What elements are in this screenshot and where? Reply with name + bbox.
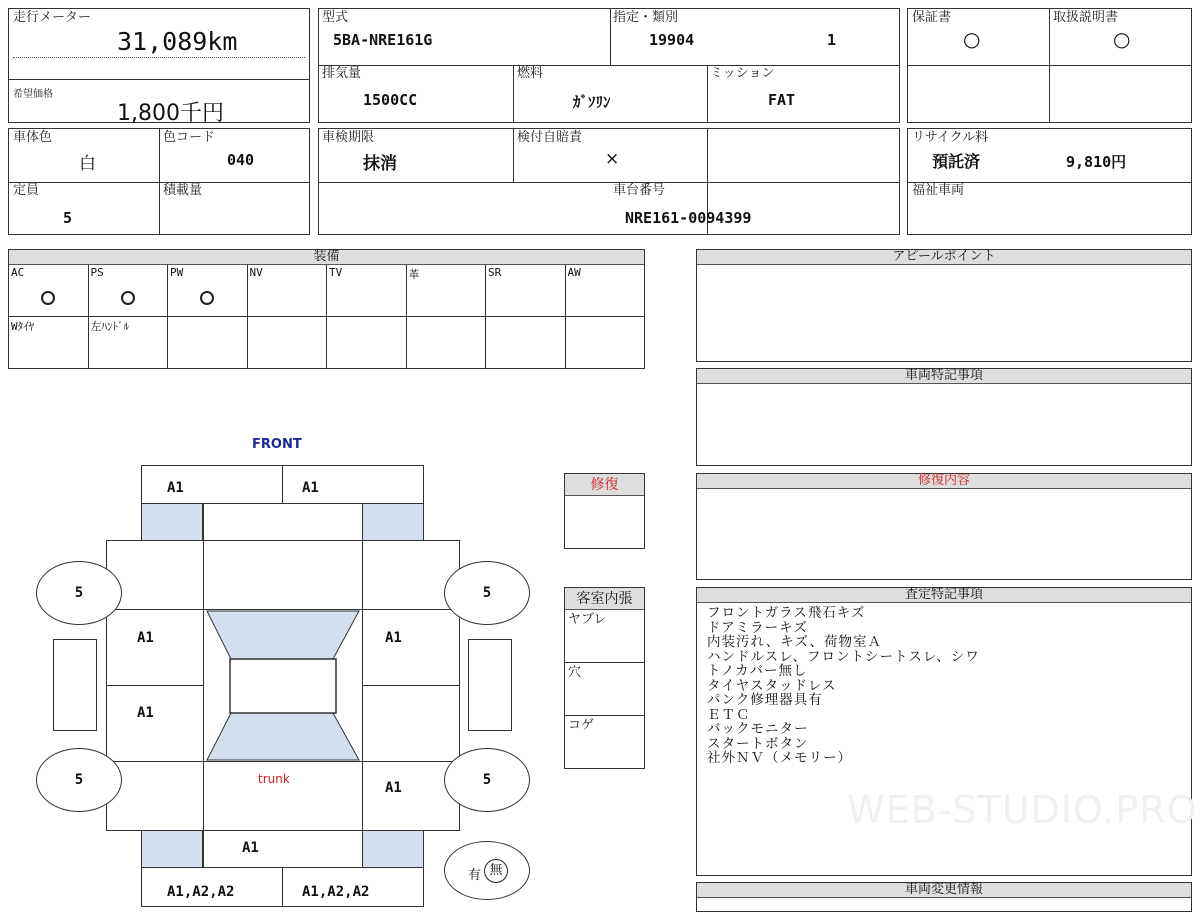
color-code-label: 色コード — [163, 130, 216, 145]
watermark: WEB-STUDIO.PRO — [847, 788, 1198, 832]
equipment-label: Wﾀｲﾔ — [11, 320, 35, 333]
grade-left-front-door: A1 — [137, 630, 154, 646]
left-mirror — [53, 639, 97, 731]
odometer-divider — [13, 57, 305, 58]
rear-left-light — [141, 830, 203, 868]
load-label: 積載量 — [163, 183, 203, 198]
grade-rear-right-bottom: A1,A2,A2 — [302, 884, 370, 900]
fuel-value: ｶﾞｿﾘﾝ — [573, 93, 611, 111]
equipment-check-mark — [200, 291, 214, 305]
equipment-check-mark — [121, 291, 135, 305]
equipment-label: AW — [567, 266, 581, 279]
insurance-value: × — [605, 149, 620, 169]
color-code-value: 040 — [227, 151, 255, 169]
equipment-grid — [9, 265, 645, 369]
equipment-cell — [327, 317, 407, 369]
body-color-label: 車体色 — [13, 130, 53, 145]
tire-rear-right-value: 5 — [482, 772, 492, 788]
interior-box — [564, 587, 645, 769]
equipment-label: PW — [170, 266, 184, 279]
equipment-cell — [407, 317, 487, 369]
front-right-light — [362, 503, 424, 541]
transmission-label: ミッション — [710, 66, 775, 81]
model-value: 5BA-NRE161G — [333, 31, 433, 49]
color-capacity-box — [8, 128, 310, 235]
special-notes-title: 車両特記事項 — [697, 369, 1191, 384]
recycle-amount: 9,810円 — [1066, 153, 1127, 171]
assessment-note-line: ドアミラーキズ — [707, 619, 808, 636]
chassis-label: 車台番号 — [613, 183, 666, 198]
assessment-note-line: トノカバー無し — [707, 663, 808, 679]
model-label: 型式 — [322, 10, 349, 25]
recycle-status: 預託済 — [932, 152, 981, 171]
left-rear-door — [106, 685, 204, 762]
equipment-label: PS — [90, 266, 104, 279]
inspection-label: 車検期限 — [322, 130, 375, 145]
equipment-cell — [168, 265, 248, 317]
appeal-panel — [696, 249, 1192, 362]
repair-box — [564, 473, 645, 549]
equipment-check-mark — [41, 291, 55, 305]
tire-rear-left-value: 5 — [74, 772, 84, 788]
assessment-note-line: スタートボタン — [707, 735, 809, 752]
cabin-glass — [203, 609, 363, 762]
transmission-value: FAT — [768, 91, 796, 109]
equipment-cell — [9, 265, 89, 317]
equipment-cell — [407, 265, 487, 317]
change-info-title: 車両変更情報 — [697, 883, 1191, 898]
equipment-table — [8, 249, 645, 369]
equipment-cell — [89, 265, 169, 317]
assessment-note-line: フロントガラス飛石キズ — [707, 605, 866, 621]
tire-rear-left — [36, 748, 122, 812]
assessment-note-line: ＥＴＣ — [707, 706, 751, 723]
hood — [203, 503, 363, 541]
equipment-cell — [486, 317, 566, 369]
manual-label: 取扱説明書 — [1053, 10, 1119, 25]
equipment-cell — [248, 317, 328, 369]
grade-front-right: A1 — [302, 480, 319, 496]
assessment-note-line: 内装汚れ、キズ、荷物室Ａ — [707, 634, 882, 650]
hood-center — [203, 540, 363, 610]
tire-rear-right — [444, 748, 530, 812]
price-value: 1,800千円 — [117, 101, 224, 126]
equipment-label: TV — [329, 266, 343, 279]
odometer-solid-divider — [9, 79, 309, 80]
assessment-panel — [696, 587, 1198, 876]
rear-right-light — [362, 830, 424, 868]
roof-panel — [230, 659, 336, 713]
body-color-value: 白 — [79, 154, 96, 174]
equipment-label: AC — [11, 266, 25, 279]
warranty-label: 保証書 — [912, 10, 952, 25]
right-rear-door — [362, 685, 460, 762]
spare-has-label: 有 — [468, 868, 482, 883]
right-front-door — [362, 609, 460, 686]
equipment-label: 左ﾊﾝﾄﾞﾙ — [90, 320, 129, 333]
inspection-value: 抹消 — [363, 154, 397, 174]
appeal-title: アピールポイント — [697, 250, 1191, 265]
designation-value: 19904 — [649, 31, 695, 49]
recycle-box — [907, 128, 1192, 235]
repair-detail-panel — [696, 473, 1192, 580]
equipment-label: 革 — [408, 268, 420, 281]
fuel-label: 燃料 — [517, 66, 544, 81]
assessment-note-line: ハンドルスレ、フロントシートスレ、シワ — [707, 648, 980, 665]
interior-title: 客室内張 — [565, 588, 644, 610]
grade-front-left: A1 — [167, 480, 184, 496]
displacement-label: 排気量 — [322, 66, 362, 81]
tire-front-left — [36, 561, 122, 625]
odometer-price-box — [8, 8, 310, 126]
assessment-note-line: タイヤスタッドレス — [707, 677, 837, 694]
rear-center-panel — [203, 830, 363, 868]
equipment-title: 装備 — [9, 250, 644, 265]
assessment-note-line: バックモニター — [707, 721, 809, 737]
equipment-cell — [566, 265, 646, 317]
equipment-cell — [168, 317, 248, 369]
repair-detail-title: 修復内容 — [697, 474, 1191, 489]
assessment-notes — [707, 606, 980, 766]
price-label: 希望価格 — [13, 89, 53, 100]
spare-none-label: 無 — [484, 859, 508, 883]
displacement-value: 1500CC — [363, 91, 418, 109]
equipment-cell — [486, 265, 566, 317]
model-box — [318, 8, 900, 123]
grade-left-rear-door: A1 — [137, 705, 154, 721]
rear-window — [207, 713, 359, 760]
warranty-manual-box — [907, 8, 1192, 123]
interior-item-hole: 穴 — [568, 665, 582, 680]
category-value: 1 — [827, 31, 837, 49]
front-left-light — [141, 503, 203, 541]
left-front-door — [106, 609, 204, 686]
windshield — [207, 611, 359, 659]
warranty-value: ○ — [963, 27, 981, 51]
trunk-label: trunk — [258, 772, 290, 786]
grade-rear-center: A1 — [242, 840, 259, 856]
tire-front-left-value: 5 — [74, 585, 84, 601]
front-label: FRONT — [252, 437, 302, 452]
odometer-label: 走行メーター — [13, 10, 92, 25]
equipment-cell — [248, 265, 328, 317]
recycle-label: リサイクル料 — [912, 130, 989, 145]
grade-right-rear-quarter: A1 — [385, 780, 402, 796]
tire-front-right-value: 5 — [482, 585, 492, 601]
right-mirror — [468, 639, 512, 731]
equipment-cell — [9, 317, 89, 369]
welfare-label: 福祉車両 — [912, 183, 965, 198]
grade-right-front-door: A1 — [385, 630, 402, 646]
chassis-value: NRE161-0094399 — [625, 209, 752, 227]
special-notes-panel — [696, 368, 1192, 466]
designation-label: 指定・類別 — [613, 10, 679, 25]
tire-front-right — [444, 561, 530, 625]
odometer-value: 31,089km — [117, 27, 238, 56]
change-info-panel — [696, 882, 1192, 912]
interior-item-burn: コゲ — [568, 718, 595, 733]
equipment-cell — [89, 317, 169, 369]
equipment-cell — [327, 265, 407, 317]
insurance-label: 検付自賠責 — [517, 130, 583, 145]
assessment-note-line: パンク修理器具有 — [707, 692, 823, 708]
assessment-note-line: 社外ＮＶ（メモリー） — [707, 750, 852, 766]
grade-rear-left-bottom: A1,A2,A2 — [167, 884, 235, 900]
repair-title: 修復 — [565, 474, 644, 496]
equipment-label: NV — [249, 266, 263, 279]
manual-value: ○ — [1113, 27, 1131, 51]
assessment-title: 査定特記事項 — [697, 588, 1191, 603]
inspection-box — [318, 128, 900, 235]
capacity-label: 定員 — [13, 183, 40, 198]
equipment-label: SR — [488, 266, 502, 279]
interior-item-tear: ヤブレ — [568, 612, 607, 627]
capacity-value: 5 — [63, 209, 73, 227]
